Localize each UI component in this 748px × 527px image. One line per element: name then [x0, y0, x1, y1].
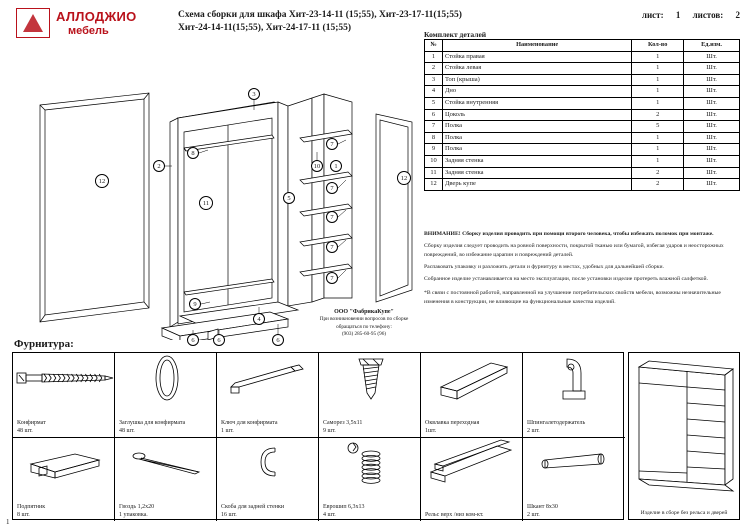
callout-bubble-3: 3: [248, 88, 260, 100]
furniture-cell: [115, 353, 217, 437]
cell-name: Цоколь: [442, 109, 631, 121]
furniture-label: [119, 420, 185, 435]
table-row: [425, 97, 740, 109]
table-row: [425, 179, 740, 191]
furniture-cell: [13, 353, 115, 437]
table-row: [425, 121, 740, 133]
footnote: *В связи с постоянной работой, направленной на улучшение потребительских свойств мебели, возможны незначительные изменения в конструкции, не влияющие на функциональные качества изделий.: [424, 290, 721, 305]
callout-bubble-12: 12: [397, 171, 411, 185]
table-row: [425, 51, 740, 63]
product-caption: Изделие в сборе без рельса и дверей: [640, 510, 728, 517]
parts-table: [424, 39, 740, 191]
furniture-cell: [217, 353, 319, 437]
furniture-cell: [13, 437, 115, 521]
col-unit: Ед.изм.: [684, 40, 740, 52]
page-title: [178, 9, 618, 35]
cell-unit: Шт.: [684, 132, 740, 144]
furniture-cell: [115, 437, 217, 521]
cell-unit: Шт.: [684, 63, 740, 75]
note-2: Распаковать упаковку и разложить детали и фурнитуру в местах, удобных для дальнейшей сборки.: [424, 263, 664, 270]
furniture-grid: [12, 352, 624, 520]
furniture-item-name: Оквлавка переходная: [425, 420, 480, 426]
furniture-item-name: Скоба для задней стенки: [221, 504, 285, 510]
self-tapping-screw-icon: [319, 353, 420, 411]
furniture-item-qty: 4 шт.: [323, 511, 336, 518]
furniture-label: [221, 420, 278, 435]
furniture-cell: [217, 437, 319, 521]
furniture-item-name: Еврошип 6,3х13: [323, 504, 365, 510]
col-index: №: [425, 40, 443, 52]
title-line-2: Хит-24-14-11(15;55), Хит-24-17-11 (15;55): [178, 22, 352, 33]
table-row: [425, 132, 740, 144]
furniture-label: [119, 504, 154, 519]
cell-qty: 1: [632, 97, 684, 109]
table-row: [425, 86, 740, 98]
glide-pad-icon: [13, 438, 114, 496]
cell-unit: Шт.: [684, 109, 740, 121]
callout-bubble-1: 1: [330, 160, 342, 172]
brand-name: АЛЛОДЖИО: [56, 9, 137, 24]
table-row: [425, 109, 740, 121]
furniture-item-qty: 9 шт.: [323, 427, 336, 434]
callout-bubble-7: 7: [326, 138, 338, 150]
cell-unit: Шт.: [684, 121, 740, 133]
cell-index: 12: [425, 179, 443, 191]
col-name: Наименование: [442, 40, 631, 52]
col-qty: Кол-во: [632, 40, 684, 52]
cell-name: Задняя стенка: [442, 155, 631, 167]
manufacturer-line-2: обращаться по телефону:: [336, 323, 392, 330]
cell-index: 4: [425, 86, 443, 98]
confirmat-screw-icon: [13, 353, 114, 411]
euro-dowel-icon: [319, 438, 420, 496]
cell-name: Стойка левая: [442, 63, 631, 75]
cell-unit: Шт.: [684, 51, 740, 63]
callout-bubble-4: 4: [253, 313, 265, 325]
cell-name: Дверь купе: [442, 179, 631, 191]
hex-key-icon: [217, 353, 318, 411]
furniture-item-name: Саморез 3,5х11: [323, 420, 363, 426]
cell-qty: 1: [632, 86, 684, 98]
cell-unit: Шт.: [684, 86, 740, 98]
furniture-label: [323, 420, 362, 435]
cell-index: 5: [425, 97, 443, 109]
cell-index: 9: [425, 144, 443, 156]
cap-oval-icon: [115, 353, 216, 411]
furniture-label: [425, 420, 479, 435]
furniture-item-qty: 48 шт.: [17, 427, 33, 434]
furniture-item-qty: 16 шт.: [221, 511, 237, 518]
parts-table-header-row: [425, 40, 740, 52]
furniture-item-qty: 2 шт.: [527, 511, 540, 518]
drawing-svg: [12, 40, 416, 340]
furniture-item-qty: 2 шт.: [527, 427, 540, 434]
table-row: [425, 144, 740, 156]
cell-qty: 5: [632, 121, 684, 133]
page-number: 1: [6, 518, 10, 526]
cell-name: Полка: [442, 144, 631, 156]
furniture-cell: [523, 437, 625, 521]
cell-qty: 2: [632, 179, 684, 191]
cell-name: Задняя стенка: [442, 167, 631, 179]
parts-table-caption: Комплект деталей: [424, 30, 487, 39]
cell-index: 7: [425, 121, 443, 133]
manufacturer-line-1: При возникновении вопросов по сборке: [319, 316, 409, 323]
assembled-product-preview: [628, 352, 740, 520]
note-1: Сборку изделия следует проводить на ровной поверхности, покрытой тканью или бумагой, избегая ударов и неосторожных повреждений, во избежание царапин и повреждений деталей.: [424, 243, 724, 258]
callout-bubble-6: 6: [272, 334, 284, 346]
furniture-item-name: Рельс верх /низ ком-кт.: [425, 511, 484, 518]
warning-text: ВНИМАНИЕ! Сборку изделия проводить при помощи второго человека, чтобы избежать поломок при монтаже.: [424, 231, 714, 237]
furniture-section-title: Фурнитура:: [14, 338, 74, 350]
sheets-label: листов:: [692, 10, 724, 20]
brand-subtitle: мебель: [68, 25, 109, 37]
cell-qty: 2: [632, 109, 684, 121]
callout-bubble-6: 6: [213, 334, 225, 346]
furniture-item-qty: 1 упаковка.: [119, 511, 148, 518]
callout-bubble-7: 7: [326, 241, 338, 253]
cell-name: Стойка внутренняя: [442, 97, 631, 109]
furniture-cell: [421, 353, 523, 437]
callout-bubble-5: 5: [283, 192, 295, 204]
callout-bubble-2: 2: [153, 160, 165, 172]
cell-index: 3: [425, 74, 443, 86]
furniture-label: [17, 420, 46, 435]
cell-name: Полка: [442, 132, 631, 144]
table-row: [425, 167, 740, 179]
furniture-item-qty: 1шт.: [425, 427, 437, 434]
sheet-label: лист:: [641, 10, 664, 20]
callout-bubble-9: 9: [189, 298, 201, 310]
cell-qty: 1: [632, 51, 684, 63]
cell-name: Дно: [442, 86, 631, 98]
table-row: [425, 63, 740, 75]
cell-qty: 2: [632, 167, 684, 179]
callout-bubble-7: 7: [326, 211, 338, 223]
latch-holder-icon: [523, 353, 625, 411]
furniture-label: [425, 512, 484, 520]
sheet-value: 1: [675, 10, 681, 20]
furniture-cell: [319, 353, 421, 437]
cell-name: Полка: [442, 121, 631, 133]
furniture-item-name: Гвоздь 1,2х20: [119, 504, 155, 510]
cell-index: 1: [425, 51, 443, 63]
furniture-label: [221, 504, 284, 519]
furniture-item-qty: 48 шт.: [119, 427, 135, 434]
furniture-label: [527, 420, 585, 435]
furniture-label: [527, 504, 558, 519]
bracket-c-icon: [217, 438, 318, 496]
sheet-info: [632, 10, 740, 20]
manufacturer-block: [300, 308, 428, 338]
assembled-cabinet-icon: [629, 353, 739, 493]
furniture-label: [323, 504, 365, 519]
manufacturer-name: ООО "ФабрикаКупе": [334, 309, 394, 315]
callout-bubble-11: 11: [199, 196, 213, 210]
cell-unit: Шт.: [684, 167, 740, 179]
table-row: [425, 74, 740, 86]
cell-index: 6: [425, 109, 443, 121]
furniture-item-name: Подпятник: [17, 504, 46, 510]
callout-bubble-6: 6: [187, 334, 199, 346]
cell-unit: Шт.: [684, 155, 740, 167]
furniture-cell: [421, 437, 523, 521]
callout-bubble-10: 10: [311, 160, 323, 172]
note-3: Собранное изделие устанавливается на место эксплуатации, после установки изделие протереть влажной салфеткой.: [424, 276, 708, 283]
cell-qty: 1: [632, 63, 684, 75]
cell-name: Стойка правая: [442, 51, 631, 63]
furniture-item-name: Шкант 8х30: [527, 504, 558, 510]
cell-unit: Шт.: [684, 144, 740, 156]
furniture-item-name: Заглушка для конфирмата: [119, 420, 186, 426]
furniture-item-name: Ключ для конфирмата: [221, 420, 278, 426]
cell-qty: 1: [632, 132, 684, 144]
cell-unit: Шт.: [684, 179, 740, 191]
cell-qty: 1: [632, 144, 684, 156]
cell-index: 11: [425, 167, 443, 179]
nail-icon: [115, 438, 216, 496]
cell-qty: 1: [632, 74, 684, 86]
notes-block: [424, 230, 742, 306]
cell-unit: Шт.: [684, 97, 740, 109]
furniture-item-qty: 1 шт.: [221, 427, 234, 434]
callout-bubble-12: 12: [95, 174, 109, 188]
callout-bubble-7: 7: [326, 182, 338, 194]
furniture-item-qty: 8 шт.: [17, 511, 30, 518]
cell-qty: 1: [632, 155, 684, 167]
furniture-item-name: Конфирмат: [17, 420, 46, 426]
furniture-cell: [319, 437, 421, 521]
rail-profile-icon: [421, 438, 522, 496]
cell-name: Топ (крыша): [442, 74, 631, 86]
edge-trim-icon: [421, 353, 522, 411]
sheets-value: 2: [735, 10, 740, 20]
table-row: [425, 155, 740, 167]
dowel-icon: [523, 438, 625, 496]
logo-mark-icon: [16, 8, 50, 38]
furniture-item-name: Шпингалетодержатель: [527, 420, 586, 426]
cell-index: 10: [425, 155, 443, 167]
callout-bubble-7: 7: [326, 272, 338, 284]
cell-index: 2: [425, 63, 443, 75]
callout-bubble-8: 8: [187, 147, 199, 159]
furniture-label: [17, 504, 45, 519]
cell-unit: Шт.: [684, 74, 740, 86]
cell-index: 8: [425, 132, 443, 144]
brand-logo: [16, 8, 166, 42]
title-line-1: Схема сборки для шкафа Хит-23-14-11 (15;55), Хит-23-17-11(15;55): [178, 10, 462, 20]
manufacturer-phone: (903) 285-60-95 (96): [341, 330, 387, 337]
furniture-cell: [523, 353, 625, 437]
